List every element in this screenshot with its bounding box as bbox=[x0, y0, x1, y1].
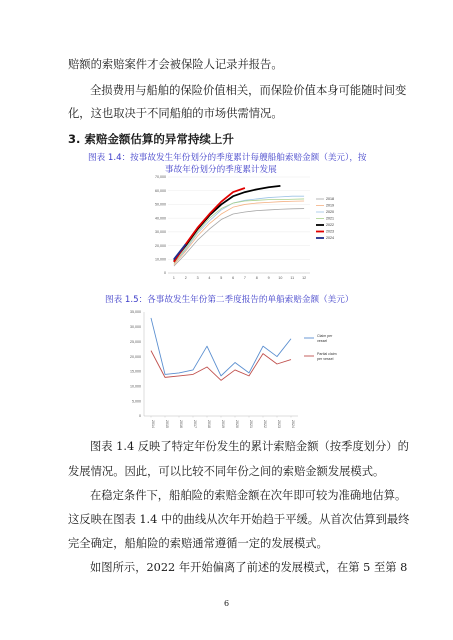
y-tick-label: 25,000 bbox=[130, 339, 141, 344]
y-tick-label: 10,000 bbox=[155, 257, 166, 262]
paragraph-line: 赔额的索赔案件才会被保险人记录并报告。 bbox=[68, 58, 283, 71]
x-tick-label: 2 bbox=[184, 276, 187, 280]
series-line-2020 bbox=[174, 196, 304, 263]
x-tick-label: 5 bbox=[220, 276, 223, 280]
x-tick-label: 11 bbox=[290, 276, 295, 280]
y-tick-label: 20,000 bbox=[155, 243, 166, 248]
y-tick-label: 40,000 bbox=[155, 216, 166, 221]
y-tick-label: 10,000 bbox=[130, 384, 141, 389]
x-tick-label: 9 bbox=[267, 276, 270, 280]
figure-caption-1-cont: 事故年份划分的季度累计发展 bbox=[165, 165, 277, 175]
legend-label: 2023 bbox=[326, 229, 334, 234]
x-tick-label: 2020 bbox=[235, 420, 239, 428]
y-tick-label: 5,000 bbox=[132, 399, 141, 404]
y-tick-label: 35,000 bbox=[130, 310, 141, 315]
x-tick-label: 2015 bbox=[165, 420, 169, 428]
paragraph-line: 图表 1.4 反映了特定年份发生的累计索赔金额（按季度划分）的 bbox=[90, 440, 409, 453]
legend-label: 2024 bbox=[326, 236, 334, 241]
series-line bbox=[151, 318, 291, 376]
x-tick-label: 8 bbox=[255, 276, 258, 280]
page-number: 6 bbox=[223, 599, 230, 608]
x-tick-label: 12 bbox=[302, 276, 307, 280]
y-tick-label: 15,000 bbox=[130, 369, 141, 374]
figure-caption-2: 图表 1.5：各事故发生年份第二季度报告的单船索赔金额（美元） bbox=[105, 295, 354, 305]
x-tick-label: 1 bbox=[172, 276, 175, 280]
series-line-2021 bbox=[174, 199, 304, 263]
y-tick-label: 0 bbox=[139, 414, 141, 419]
y-tick-label: 20,000 bbox=[130, 354, 141, 359]
paragraph-line: 化，这也取决于不同船舶的市场供需情况。 bbox=[68, 107, 283, 120]
x-tick-label: 7 bbox=[243, 276, 246, 280]
legend-label: 2022 bbox=[326, 223, 334, 228]
claim-per-vessel-line-chart bbox=[118, 306, 358, 436]
paragraph-line: 这反映在图表 1.4 中的曲线从次年开始趋于平缓。从首次估算到最终 bbox=[68, 513, 410, 526]
x-tick-label: 10 bbox=[278, 276, 283, 280]
y-tick-label: 0 bbox=[164, 271, 166, 276]
x-tick-label: 2024 bbox=[291, 420, 295, 428]
x-tick-label: 2014 bbox=[151, 420, 155, 428]
cumulative-claims-line-chart bbox=[140, 173, 350, 288]
x-tick-label: 3 bbox=[196, 276, 199, 280]
x-tick-label: 2023 bbox=[277, 420, 281, 428]
x-tick-label: 2017 bbox=[193, 420, 197, 428]
legend-label: Claim per bbox=[317, 334, 333, 338]
y-tick-label: 30,000 bbox=[155, 230, 166, 235]
section-heading: 3. 索赔金额估算的异常持续上升 bbox=[68, 132, 234, 146]
paragraph-line: 完全确定，船舶险的索赔通常遵循一定的发展模式。 bbox=[68, 537, 328, 550]
legend-label: per vessel bbox=[317, 357, 334, 361]
x-tick-label: 2022 bbox=[263, 420, 267, 428]
legend-label: 2019 bbox=[326, 203, 334, 208]
y-tick-label: 60,000 bbox=[155, 188, 166, 193]
legend-label: Partial claim bbox=[317, 352, 337, 356]
legend-label: 2018 bbox=[326, 197, 334, 202]
paragraph-line: 如图所示，2022 年开始偏离了前述的发展模式，在第 5 至第 8 bbox=[90, 561, 408, 574]
legend-label: 2020 bbox=[326, 210, 334, 215]
figure-caption-1: 图表 1.4：按事故发生年份划分的季度累计每艘船舶索赔金额（美元），按 bbox=[88, 153, 367, 163]
x-tick-label: 2019 bbox=[221, 420, 225, 428]
x-tick-label: 2018 bbox=[207, 420, 211, 428]
paragraph-line: 在稳定条件下，船舶险的索赔金额在次年即可较为准确地估算。 bbox=[90, 489, 407, 502]
x-tick-label: 2016 bbox=[179, 420, 183, 428]
paragraph-line: 全损费用与船舶的保险价值相关，而保险价值本身可能随时间变 bbox=[90, 84, 407, 97]
y-tick-label: 70,000 bbox=[155, 175, 166, 180]
x-tick-label: 2021 bbox=[249, 420, 253, 428]
legend-label: 2021 bbox=[326, 216, 334, 221]
y-tick-label: 30,000 bbox=[130, 325, 141, 330]
y-tick-label: 50,000 bbox=[155, 202, 166, 207]
x-tick-label: 4 bbox=[208, 276, 211, 280]
paragraph-line: 发展情况。因此，可以比较不同年份之间的索赔金额发展模式。 bbox=[68, 465, 385, 478]
x-tick-label: 6 bbox=[232, 276, 235, 280]
legend-label: vessel bbox=[317, 339, 328, 343]
